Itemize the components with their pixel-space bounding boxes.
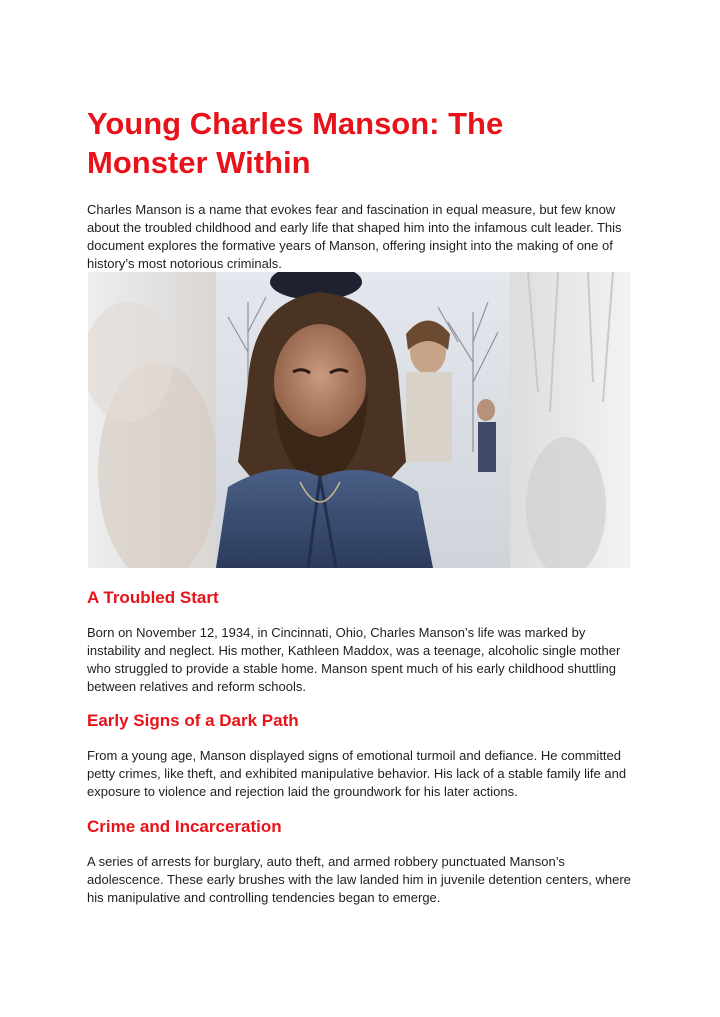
section-heading-early-signs: Early Signs of a Dark Path xyxy=(87,711,299,730)
document-header xyxy=(87,104,637,273)
section-heading-crime-incarceration: Crime and Incarceration xyxy=(87,817,282,836)
portrait-photo xyxy=(88,272,631,568)
document-title: Young Charles Manson: The Monster Within xyxy=(87,106,504,180)
section-body-early-signs: From a young age, Manson displayed signs of emotional turmoil and defiance. He committed petty crimes, like theft, and exhibited manipulative behavior. His lack of a stable family life and exposure to violence and rejection laid the groundwork for his later actions. xyxy=(87,748,627,799)
photo-illustration xyxy=(88,272,631,568)
section-body-troubled-start: Born on November 12, 1934, in Cincinnati, Ohio, Charles Manson’s life was marked by instability and neglect. His mother, Kathleen Maddox, was a teenage, alcoholic single mother who struggled to provide a stable home. Manson spent much of his early childhood shuttling between relatives and reform schools. xyxy=(87,625,621,694)
section-body-crime-incarceration: A series of arrests for burglary, auto theft, and armed robbery punctuated Manson’s adolescence. These early brushes with the law landed him in juvenile detention centers, where his manipulative and controlling tendencies began to emerge. xyxy=(87,854,631,905)
section-heading-troubled-start: A Troubled Start xyxy=(87,588,219,607)
intro-paragraph: Charles Manson is a name that evokes fear and fascination in equal measure, but few know about the troubled childhood and early life that shaped him into the infamous cult leader. This document explores the formative years of Manson, offering insight into the making of one of history’s most notorious criminals. xyxy=(87,202,622,271)
